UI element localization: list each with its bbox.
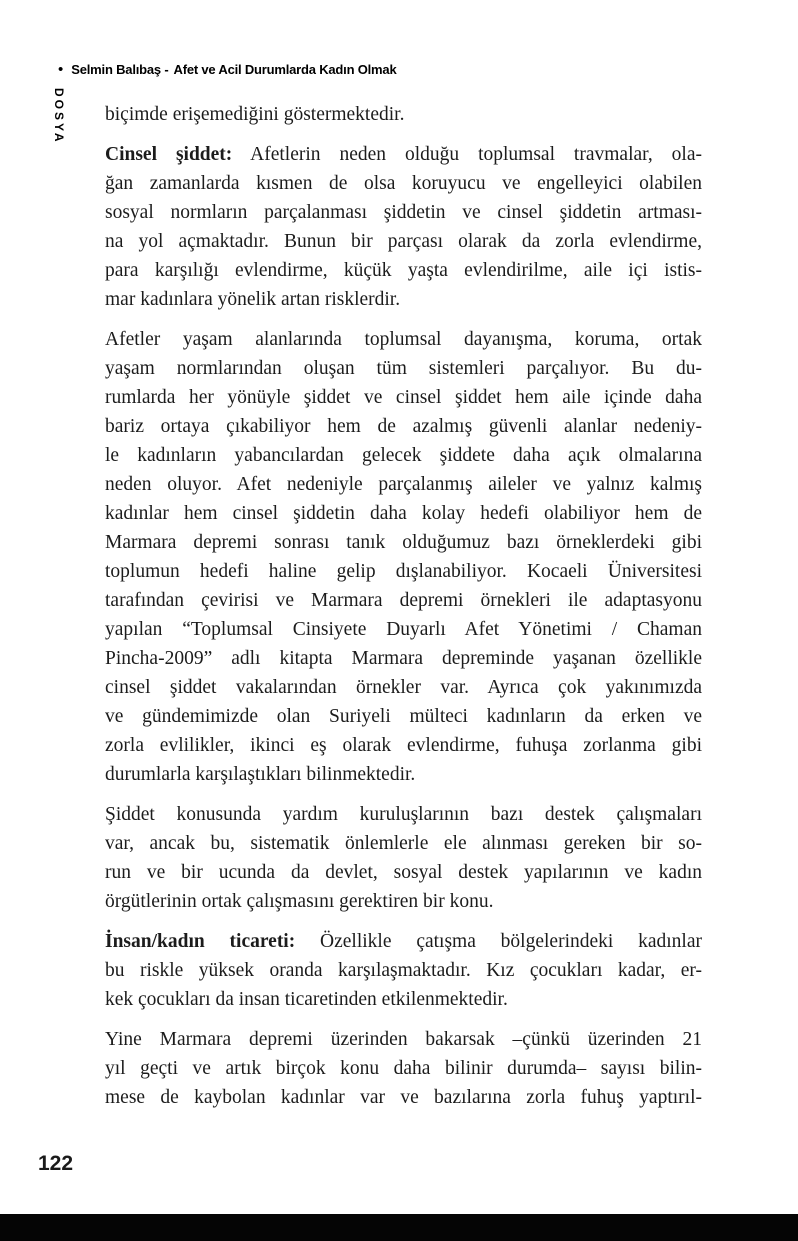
text-line: para karşılığı evlendirme, küçük yaşta evlendirilme, aile içi istis- xyxy=(105,260,702,281)
text-line: kadınlar hem cinsel şiddetin daha kolay hedefi olabiliyor hem de xyxy=(105,503,702,524)
text-line: yapılan “Toplumsal Cinsiyete Duyarlı Afet Yönetimi / Chaman xyxy=(105,619,702,640)
paragraph-lead: İnsan/kadın ticareti: xyxy=(105,931,296,952)
paragraph xyxy=(105,325,702,789)
header-author: Selmin Balıbaş - xyxy=(71,62,169,77)
text-line: Cinsel şiddet: Afetlerin neden olduğu toplumsal travmalar, ola- xyxy=(105,144,702,165)
text-line: na yol açmaktadır. Bunun bir parçası olarak da zorla evlendirme, xyxy=(105,231,702,252)
text-line: neden oluyor. Afet nedeniyle parçalanmış aileler ve yalnız kalmış xyxy=(105,474,702,495)
footer-bar xyxy=(0,1214,798,1241)
text-line: sosyal normların parçalanması şiddetin ve cinsel şiddetin artması- xyxy=(105,202,702,223)
text-line: yıl geçti ve artık birçok konu daha bilinir durumda– sayısı bilin- xyxy=(105,1058,702,1079)
text-line: mar kadınlara yönelik artan risklerdir. xyxy=(105,289,401,310)
text-line: durumlarla karşılaştıkları bilinmektedir. xyxy=(105,764,416,785)
text-line: var, ancak bu, sistematik önlemlerle ele alınması gereken bir so- xyxy=(105,833,702,854)
text-line: bariz ortaya çıkabiliyor hem de azalmış güvenli alanlar nedeniy- xyxy=(105,416,702,437)
text-line: örgütlerinin ortak çalışmasını gerektiren bir konu. xyxy=(105,891,494,912)
text-line: bu riskle yüksek oranda karşılaşmaktadır. Kız çocukları kadar, er- xyxy=(105,960,702,981)
paragraph xyxy=(105,100,702,129)
spine-label: DOSYA xyxy=(52,88,66,145)
body-text xyxy=(105,100,702,1123)
text-line: Afetler yaşam alanlarında toplumsal dayanışma, koruma, ortak xyxy=(105,329,702,350)
header-title: Afet ve Acil Durumlarda Kadın Olmak xyxy=(173,62,397,77)
text-line: rumlarda her yönüyle şiddet ve cinsel şiddet hem aile içinde daha xyxy=(105,387,702,408)
text-line: mese de kaybolan kadınlar var ve bazılarına zorla fuhuş yaptırıl- xyxy=(105,1087,702,1108)
page-number: 122 xyxy=(38,1152,74,1175)
text-line: Yine Marmara depremi üzerinden bakarsak –çünkü üzerinden 21 xyxy=(105,1029,702,1050)
paragraph xyxy=(105,140,702,314)
text-line: zorla evlilikler, ikinci eş olarak evlendirme, fuhuşa zorlanma gibi xyxy=(105,735,702,756)
paragraph xyxy=(105,800,702,916)
text-line: biçimde erişemediğini göstermektedir. xyxy=(105,104,405,125)
text-line: Şiddet konusunda yardım kuruluşlarının bazı destek çalışmaları xyxy=(105,804,702,825)
paragraph xyxy=(105,1025,702,1112)
paragraph xyxy=(105,927,702,1014)
text-line: le kadınların yabancılardan gelecek şiddete daha açık olmalarına xyxy=(105,445,702,466)
text-line: yaşam normlarından oluşan tüm sistemleri parçalıyor. Bu du- xyxy=(105,358,702,379)
bullet-icon: • xyxy=(58,61,64,78)
text-line: tarafından çevirisi ve Marmara depremi örnekleri ile adaptasyonu xyxy=(105,590,702,611)
paragraph-lead: Cinsel şiddet: xyxy=(105,144,233,165)
text-line: toplumun hedefi haline gelip dışlanabiliyor. Kocaeli Üniversitesi xyxy=(105,561,702,582)
text-line: İnsan/kadın ticareti: Özellikle çatışma bölgelerindeki kadınlar xyxy=(105,931,702,952)
running-header xyxy=(58,62,396,77)
text-line: kek çocukları da insan ticaretinden etkilenmektedir. xyxy=(105,989,508,1010)
text-line: Pincha-2009” adlı kitapta Marmara depreminde yaşanan özellikle xyxy=(105,648,702,669)
text-line: Marmara depremi sonrası tanık olduğumuz bazı örneklerdeki gibi xyxy=(105,532,702,553)
text-line: ve gündemimizde olan Suriyeli mülteci kadınların da erken ve xyxy=(105,706,702,727)
text-line: ğan zamanlarda kısmen de olsa koruyucu ve engelleyici olabilen xyxy=(105,173,702,194)
text-line: run ve bir ucunda da devlet, sosyal destek yapılarının ve kadın xyxy=(105,862,702,883)
text-line: cinsel şiddet vakalarından örnekler var. Ayrıca çok yakınımızda xyxy=(105,677,702,698)
